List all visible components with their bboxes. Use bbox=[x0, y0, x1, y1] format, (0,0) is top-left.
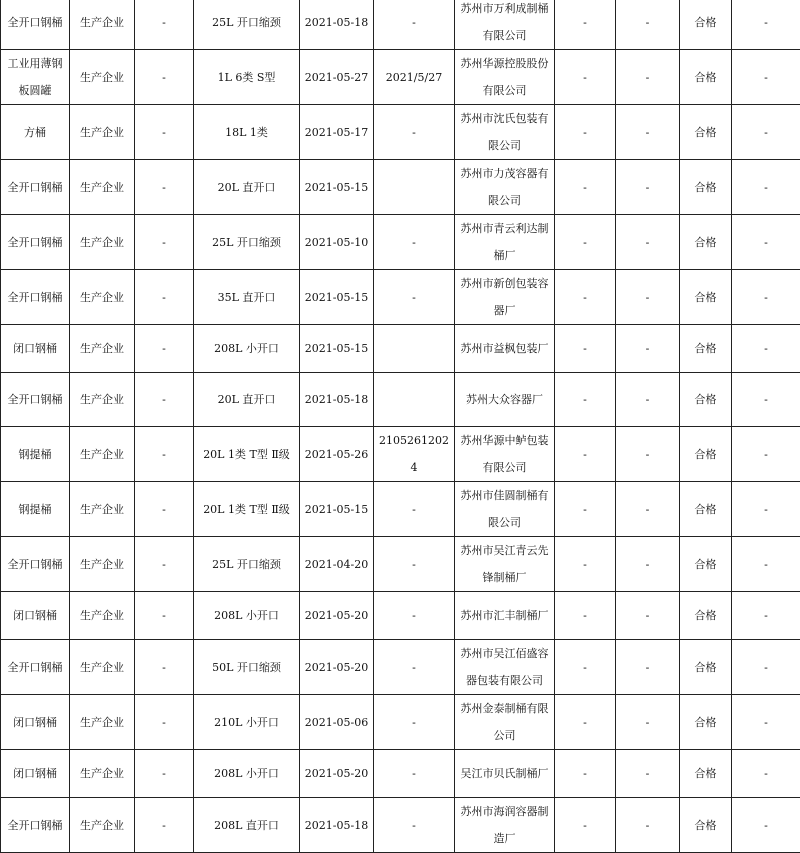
specification-cell: 208L 小开口 bbox=[194, 325, 300, 373]
manufacturer-cell: 苏州市沈氏包装有限公司 bbox=[455, 105, 555, 160]
table-row bbox=[1, 50, 800, 105]
result-cell: 合格 bbox=[680, 537, 732, 592]
batch-number-cell: - bbox=[374, 798, 455, 853]
column-9-cell: - bbox=[616, 640, 680, 695]
production-date-cell: 2021-05-18 bbox=[300, 0, 374, 50]
column-3-cell: - bbox=[135, 750, 194, 798]
production-date-cell: 2021-05-18 bbox=[300, 798, 374, 853]
production-date-cell: 2021-04-20 bbox=[300, 537, 374, 592]
column-11-cell: - bbox=[732, 798, 800, 853]
column-8-cell: - bbox=[555, 0, 616, 50]
product-name-cell: 全开口钢桶 bbox=[1, 215, 70, 270]
column-3-cell: - bbox=[135, 0, 194, 50]
batch-number-cell bbox=[374, 325, 455, 373]
specification-cell: 1L 6类 S型 bbox=[194, 50, 300, 105]
batch-number-cell: - bbox=[374, 640, 455, 695]
column-3-cell: - bbox=[135, 537, 194, 592]
column-9-cell: - bbox=[616, 427, 680, 482]
enterprise-type-cell: 生产企业 bbox=[70, 482, 135, 537]
manufacturer-cell: 苏州大众容器厂 bbox=[455, 373, 555, 427]
production-date-cell: 2021-05-18 bbox=[300, 373, 374, 427]
production-date-cell: 2021-05-06 bbox=[300, 695, 374, 750]
result-cell: 合格 bbox=[680, 215, 732, 270]
column-3-cell: - bbox=[135, 270, 194, 325]
batch-number-cell: - bbox=[374, 695, 455, 750]
production-date-cell: 2021-05-15 bbox=[300, 482, 374, 537]
column-8-cell: - bbox=[555, 482, 616, 537]
product-name-cell: 方桶 bbox=[1, 105, 70, 160]
table-row bbox=[1, 695, 800, 750]
production-date-cell: 2021-05-20 bbox=[300, 640, 374, 695]
batch-number-cell: - bbox=[374, 482, 455, 537]
batch-number-cell: - bbox=[374, 537, 455, 592]
specification-cell: 20L 1类 T型 Ⅱ级 bbox=[194, 482, 300, 537]
column-3-cell: - bbox=[135, 427, 194, 482]
product-name-cell: 工业用薄钢板圆罐 bbox=[1, 50, 70, 105]
manufacturer-cell: 苏州市吴江佰盛容器包装有限公司 bbox=[455, 640, 555, 695]
specification-cell: 20L 直开口 bbox=[194, 373, 300, 427]
column-9-cell: - bbox=[616, 50, 680, 105]
column-9-cell: - bbox=[616, 270, 680, 325]
specification-cell: 208L 小开口 bbox=[194, 750, 300, 798]
enterprise-type-cell: 生产企业 bbox=[70, 270, 135, 325]
column-11-cell: - bbox=[732, 50, 800, 105]
enterprise-type-cell: 生产企业 bbox=[70, 798, 135, 853]
specification-cell: 210L 小开口 bbox=[194, 695, 300, 750]
column-8-cell: - bbox=[555, 105, 616, 160]
result-cell: 合格 bbox=[680, 0, 732, 50]
product-name-cell: 钢提桶 bbox=[1, 482, 70, 537]
column-8-cell: - bbox=[555, 750, 616, 798]
manufacturer-cell: 苏州金泰制桶有限公司 bbox=[455, 695, 555, 750]
column-11-cell: - bbox=[732, 537, 800, 592]
column-11-cell: - bbox=[732, 750, 800, 798]
column-11-cell: - bbox=[732, 0, 800, 50]
column-3-cell: - bbox=[135, 640, 194, 695]
column-3-cell: - bbox=[135, 695, 194, 750]
manufacturer-cell: 吴江市贝氏制桶厂 bbox=[455, 750, 555, 798]
specification-cell: 208L 直开口 bbox=[194, 798, 300, 853]
result-cell: 合格 bbox=[680, 50, 732, 105]
enterprise-type-cell: 生产企业 bbox=[70, 160, 135, 215]
batch-number-cell: - bbox=[374, 270, 455, 325]
batch-number-cell: - bbox=[374, 215, 455, 270]
column-8-cell: - bbox=[555, 50, 616, 105]
manufacturer-cell: 苏州市万利成制桶有限公司 bbox=[455, 0, 555, 50]
manufacturer-cell: 苏州市汇丰制桶厂 bbox=[455, 592, 555, 640]
table-row bbox=[1, 537, 800, 592]
table-row bbox=[1, 427, 800, 482]
result-cell: 合格 bbox=[680, 105, 732, 160]
column-8-cell: - bbox=[555, 798, 616, 853]
table-row bbox=[1, 592, 800, 640]
product-name-cell: 闭口钢桶 bbox=[1, 750, 70, 798]
product-name-cell: 全开口钢桶 bbox=[1, 537, 70, 592]
product-name-cell: 全开口钢桶 bbox=[1, 373, 70, 427]
column-3-cell: - bbox=[135, 798, 194, 853]
production-date-cell: 2021-05-26 bbox=[300, 427, 374, 482]
enterprise-type-cell: 生产企业 bbox=[70, 695, 135, 750]
product-name-cell: 闭口钢桶 bbox=[1, 325, 70, 373]
column-8-cell: - bbox=[555, 695, 616, 750]
column-9-cell: - bbox=[616, 373, 680, 427]
column-11-cell: - bbox=[732, 695, 800, 750]
column-8-cell: - bbox=[555, 215, 616, 270]
enterprise-type-cell: 生产企业 bbox=[70, 0, 135, 50]
enterprise-type-cell: 生产企业 bbox=[70, 50, 135, 105]
production-date-cell: 2021-05-17 bbox=[300, 105, 374, 160]
production-date-cell: 2021-05-20 bbox=[300, 592, 374, 640]
manufacturer-cell: 苏州市佳圆制桶有限公司 bbox=[455, 482, 555, 537]
result-cell: 合格 bbox=[680, 373, 732, 427]
column-3-cell: - bbox=[135, 50, 194, 105]
result-cell: 合格 bbox=[680, 750, 732, 798]
result-cell: 合格 bbox=[680, 640, 732, 695]
batch-number-cell: 21052612024 bbox=[374, 427, 455, 482]
table-body bbox=[1, 0, 800, 853]
result-cell: 合格 bbox=[680, 592, 732, 640]
column-11-cell: - bbox=[732, 105, 800, 160]
table-row bbox=[1, 160, 800, 215]
column-8-cell: - bbox=[555, 537, 616, 592]
product-name-cell: 全开口钢桶 bbox=[1, 798, 70, 853]
product-name-cell: 全开口钢桶 bbox=[1, 270, 70, 325]
table-row bbox=[1, 750, 800, 798]
enterprise-type-cell: 生产企业 bbox=[70, 640, 135, 695]
column-3-cell: - bbox=[135, 325, 194, 373]
production-date-cell: 2021-05-10 bbox=[300, 215, 374, 270]
column-11-cell: - bbox=[732, 325, 800, 373]
column-9-cell: - bbox=[616, 482, 680, 537]
column-3-cell: - bbox=[135, 105, 194, 160]
production-date-cell: 2021-05-15 bbox=[300, 160, 374, 215]
batch-number-cell bbox=[374, 373, 455, 427]
column-11-cell: - bbox=[732, 160, 800, 215]
column-11-cell: - bbox=[732, 640, 800, 695]
specification-cell: 20L 1类 T型 Ⅱ级 bbox=[194, 427, 300, 482]
column-9-cell: - bbox=[616, 0, 680, 50]
table-row bbox=[1, 640, 800, 695]
column-11-cell: - bbox=[732, 592, 800, 640]
production-date-cell: 2021-05-20 bbox=[300, 750, 374, 798]
specification-cell: 18L 1类 bbox=[194, 105, 300, 160]
batch-number-cell: - bbox=[374, 750, 455, 798]
column-9-cell: - bbox=[616, 215, 680, 270]
column-3-cell: - bbox=[135, 373, 194, 427]
manufacturer-cell: 苏州市益枫包装厂 bbox=[455, 325, 555, 373]
column-9-cell: - bbox=[616, 105, 680, 160]
enterprise-type-cell: 生产企业 bbox=[70, 427, 135, 482]
batch-number-cell bbox=[374, 160, 455, 215]
result-cell: 合格 bbox=[680, 270, 732, 325]
specification-cell: 35L 直开口 bbox=[194, 270, 300, 325]
table-row bbox=[1, 482, 800, 537]
specification-cell: 25L 开口缩颈 bbox=[194, 215, 300, 270]
column-9-cell: - bbox=[616, 160, 680, 215]
column-3-cell: - bbox=[135, 215, 194, 270]
production-date-cell: 2021-05-27 bbox=[300, 50, 374, 105]
column-8-cell: - bbox=[555, 325, 616, 373]
column-9-cell: - bbox=[616, 798, 680, 853]
product-name-cell: 全开口钢桶 bbox=[1, 640, 70, 695]
column-11-cell: - bbox=[732, 427, 800, 482]
table-row bbox=[1, 105, 800, 160]
specification-cell: 25L 开口缩颈 bbox=[194, 0, 300, 50]
column-11-cell: - bbox=[732, 270, 800, 325]
enterprise-type-cell: 生产企业 bbox=[70, 537, 135, 592]
product-name-cell: 钢提桶 bbox=[1, 427, 70, 482]
manufacturer-cell: 苏州华源中鲈包装有限公司 bbox=[455, 427, 555, 482]
column-3-cell: - bbox=[135, 160, 194, 215]
batch-number-cell: 2021/5/27 bbox=[374, 50, 455, 105]
enterprise-type-cell: 生产企业 bbox=[70, 373, 135, 427]
result-cell: 合格 bbox=[680, 695, 732, 750]
product-name-cell: 全开口钢桶 bbox=[1, 0, 70, 50]
result-cell: 合格 bbox=[680, 798, 732, 853]
specification-cell: 25L 开口缩颈 bbox=[194, 537, 300, 592]
column-8-cell: - bbox=[555, 427, 616, 482]
result-cell: 合格 bbox=[680, 427, 732, 482]
table-row bbox=[1, 325, 800, 373]
result-cell: 合格 bbox=[680, 325, 732, 373]
column-3-cell: - bbox=[135, 592, 194, 640]
production-date-cell: 2021-05-15 bbox=[300, 325, 374, 373]
product-name-cell: 全开口钢桶 bbox=[1, 160, 70, 215]
table-row bbox=[1, 0, 800, 50]
column-8-cell: - bbox=[555, 592, 616, 640]
column-8-cell: - bbox=[555, 160, 616, 215]
column-9-cell: - bbox=[616, 325, 680, 373]
manufacturer-cell: 苏州市吴江青云先锋制桶厂 bbox=[455, 537, 555, 592]
manufacturer-cell: 苏州市海润容器制造厂 bbox=[455, 798, 555, 853]
column-8-cell: - bbox=[555, 373, 616, 427]
enterprise-type-cell: 生产企业 bbox=[70, 215, 135, 270]
column-3-cell: - bbox=[135, 482, 194, 537]
manufacturer-cell: 苏州市新创包装容器厂 bbox=[455, 270, 555, 325]
table-row bbox=[1, 373, 800, 427]
result-cell: 合格 bbox=[680, 160, 732, 215]
column-8-cell: - bbox=[555, 270, 616, 325]
batch-number-cell: - bbox=[374, 592, 455, 640]
specification-cell: 50L 开口缩颈 bbox=[194, 640, 300, 695]
product-name-cell: 闭口钢桶 bbox=[1, 695, 70, 750]
manufacturer-cell: 苏州华源控股股份有限公司 bbox=[455, 50, 555, 105]
enterprise-type-cell: 生产企业 bbox=[70, 750, 135, 798]
table-row bbox=[1, 798, 800, 853]
specification-cell: 20L 直开口 bbox=[194, 160, 300, 215]
manufacturer-cell: 苏州市青云利达制桶厂 bbox=[455, 215, 555, 270]
column-9-cell: - bbox=[616, 537, 680, 592]
column-11-cell: - bbox=[732, 482, 800, 537]
enterprise-type-cell: 生产企业 bbox=[70, 592, 135, 640]
manufacturer-cell: 苏州市力茂容器有限公司 bbox=[455, 160, 555, 215]
specification-cell: 208L 小开口 bbox=[194, 592, 300, 640]
batch-number-cell: - bbox=[374, 105, 455, 160]
column-11-cell: - bbox=[732, 373, 800, 427]
result-cell: 合格 bbox=[680, 482, 732, 537]
column-9-cell: - bbox=[616, 750, 680, 798]
table-row bbox=[1, 215, 800, 270]
column-9-cell: - bbox=[616, 695, 680, 750]
enterprise-type-cell: 生产企业 bbox=[70, 105, 135, 160]
column-9-cell: - bbox=[616, 592, 680, 640]
batch-number-cell: - bbox=[374, 0, 455, 50]
table-row bbox=[1, 270, 800, 325]
column-11-cell: - bbox=[732, 215, 800, 270]
column-8-cell: - bbox=[555, 640, 616, 695]
product-name-cell: 闭口钢桶 bbox=[1, 592, 70, 640]
production-date-cell: 2021-05-15 bbox=[300, 270, 374, 325]
enterprise-type-cell: 生产企业 bbox=[70, 325, 135, 373]
